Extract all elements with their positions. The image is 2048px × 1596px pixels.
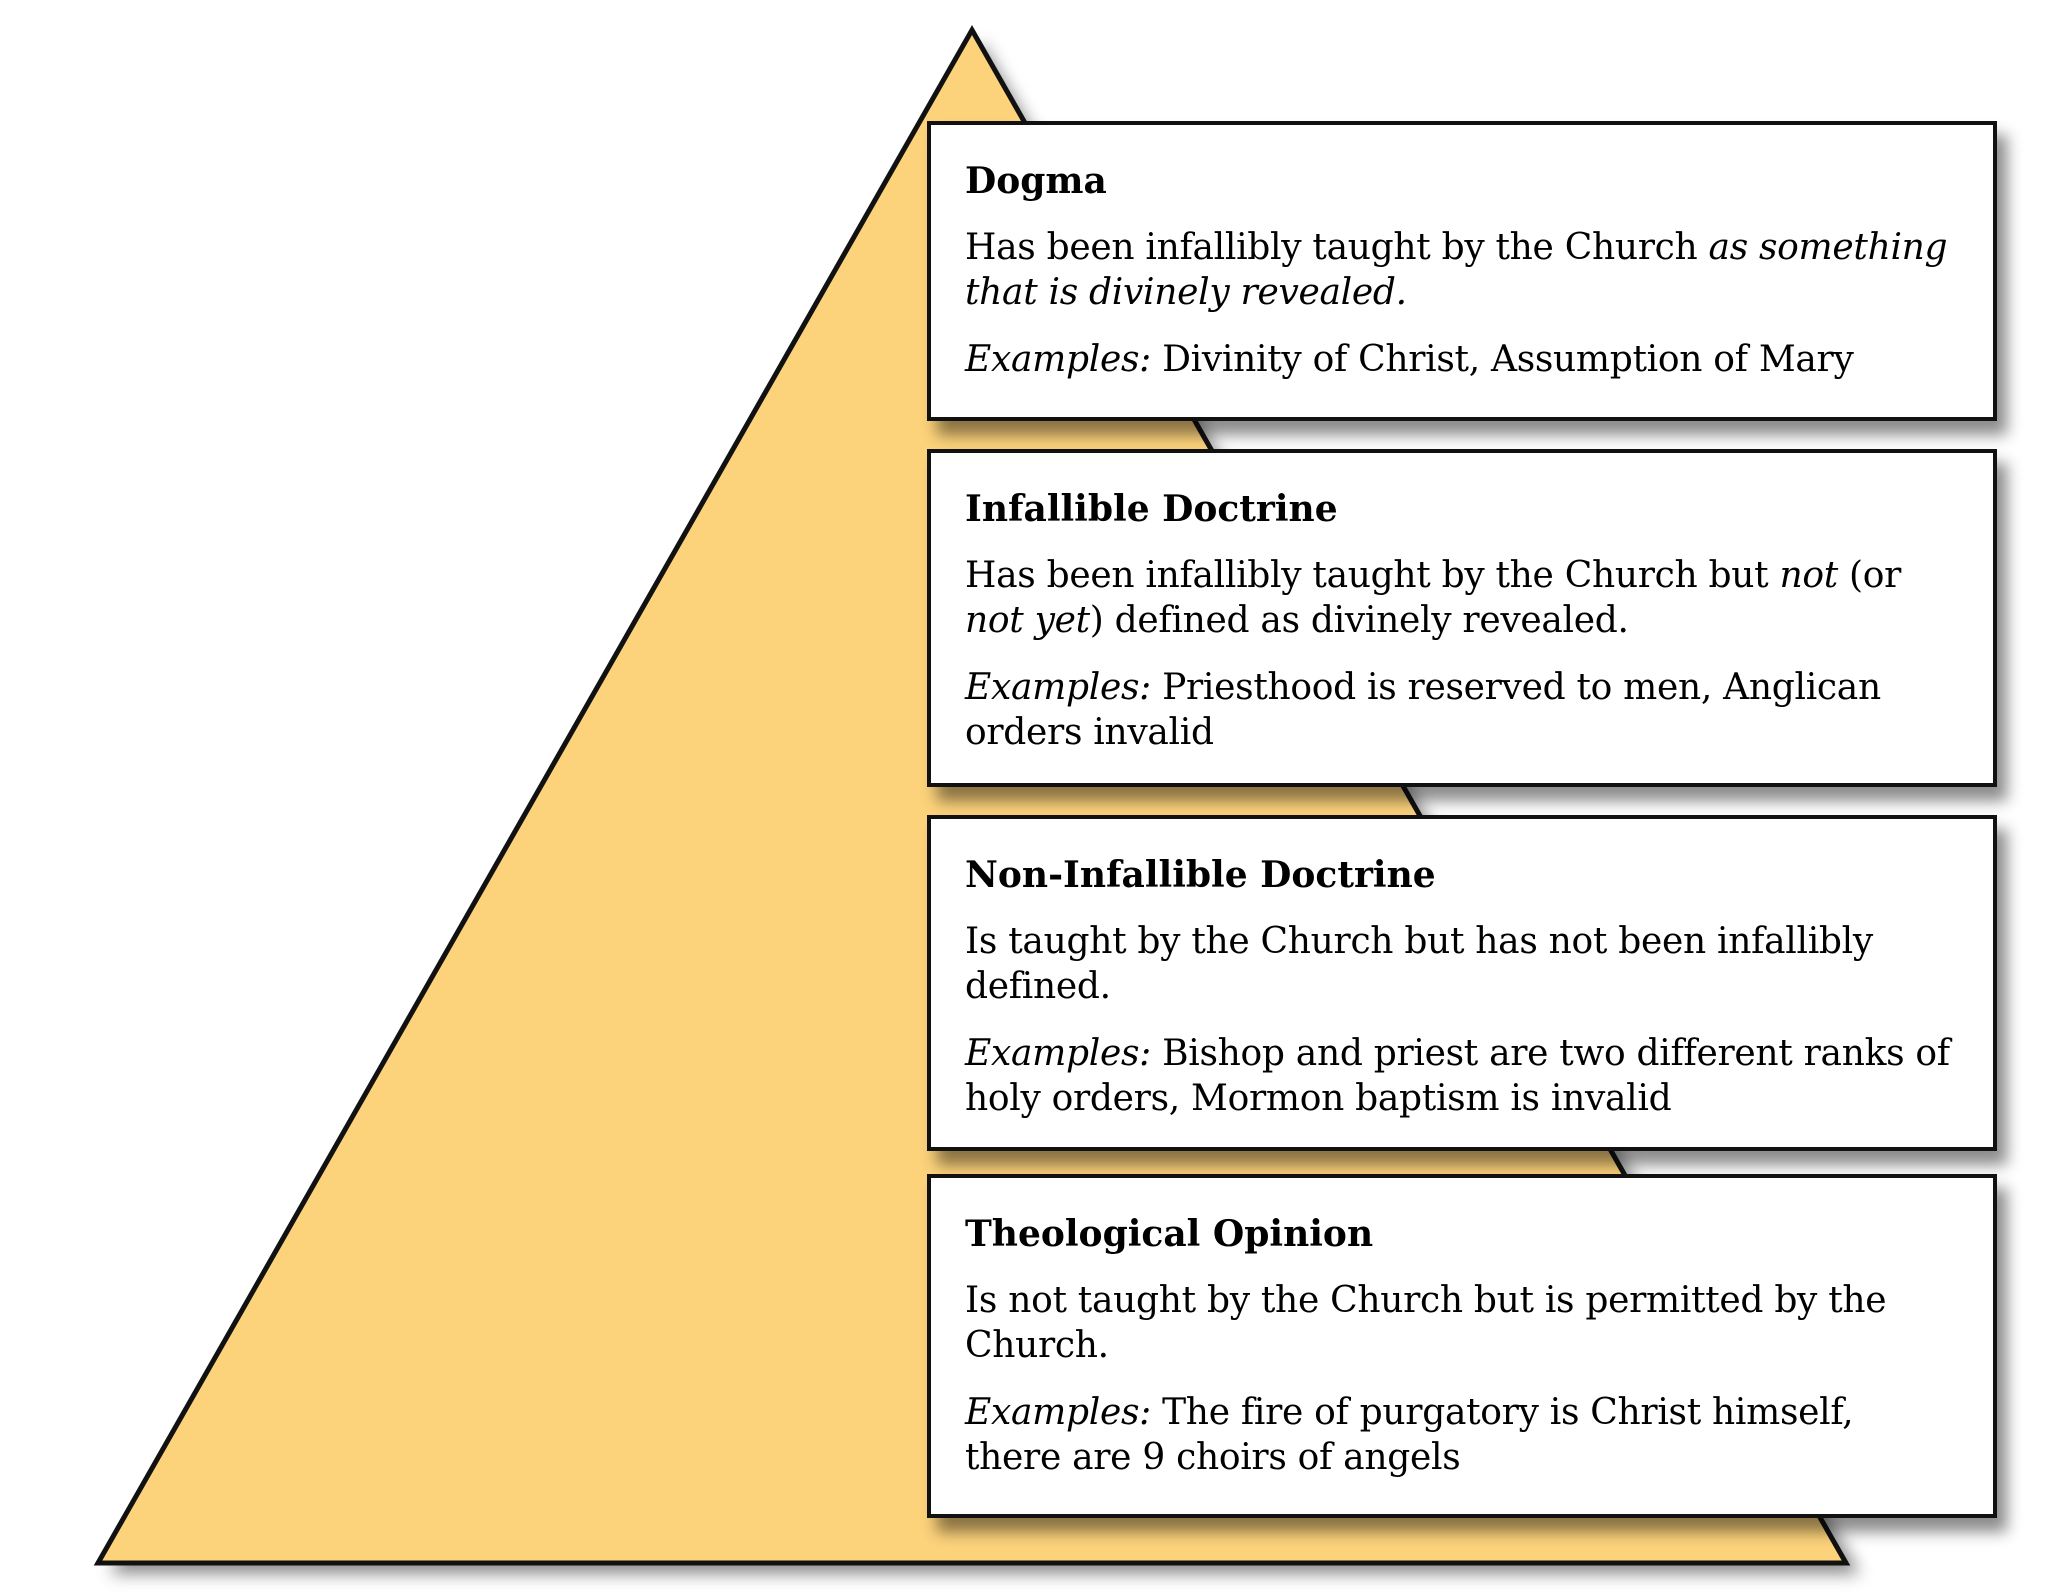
level-title: Dogma [965,160,1107,202]
examples-text: Priesthood is reserved to men, Anglican orders invalid [965,667,1881,753]
level-box-infallible-doctrine [927,449,1997,787]
examples-label: Examples: [965,339,1151,380]
level-examples [965,665,1959,755]
level-box-non-infallible-doctrine [927,815,1997,1151]
emphasis-text: not yet [965,600,1090,641]
level-examples [965,337,1959,382]
level-description [965,225,1959,315]
body-text: Has been infallibly taught by the Church [965,227,1709,268]
level-description [965,919,1959,1009]
level-box-dogma [927,121,1997,421]
examples-text: The fire of purgatory is Christ himself, there are 9 choirs of angels [965,1392,1854,1478]
body-text: Has been infallibly taught by the Church but [965,555,1780,596]
examples-label: Examples: [965,1033,1151,1074]
level-title: Theological Opinion [965,1213,1374,1255]
examples-text: Bishop and priest are two different ranks of holy orders, Mormon baptism is invalid [965,1033,1950,1119]
examples-label: Examples: [965,667,1151,708]
body-text: (or [1837,555,1902,596]
level-title: Infallible Doctrine [965,488,1338,530]
body-text: ) defined as divinely revealed. [1089,600,1629,641]
body-text: Is not taught by the Church but is permitted by the Church. [965,1280,1887,1366]
level-examples [965,1390,1959,1480]
level-examples [965,1031,1959,1121]
level-title: Non-Infallible Doctrine [965,854,1436,896]
body-text: Is taught by the Church but has not been infallibly defined. [965,921,1873,1007]
emphasis-text: not [1779,555,1838,596]
level-box-theological-opinion [927,1174,1997,1518]
examples-text: Divinity of Christ, Assumption of Mary [1150,339,1854,380]
level-description [965,553,1959,643]
emphasis-text: as something that is divinely revealed. [965,227,1948,313]
level-description [965,1278,1959,1368]
examples-label: Examples: [965,1392,1151,1433]
